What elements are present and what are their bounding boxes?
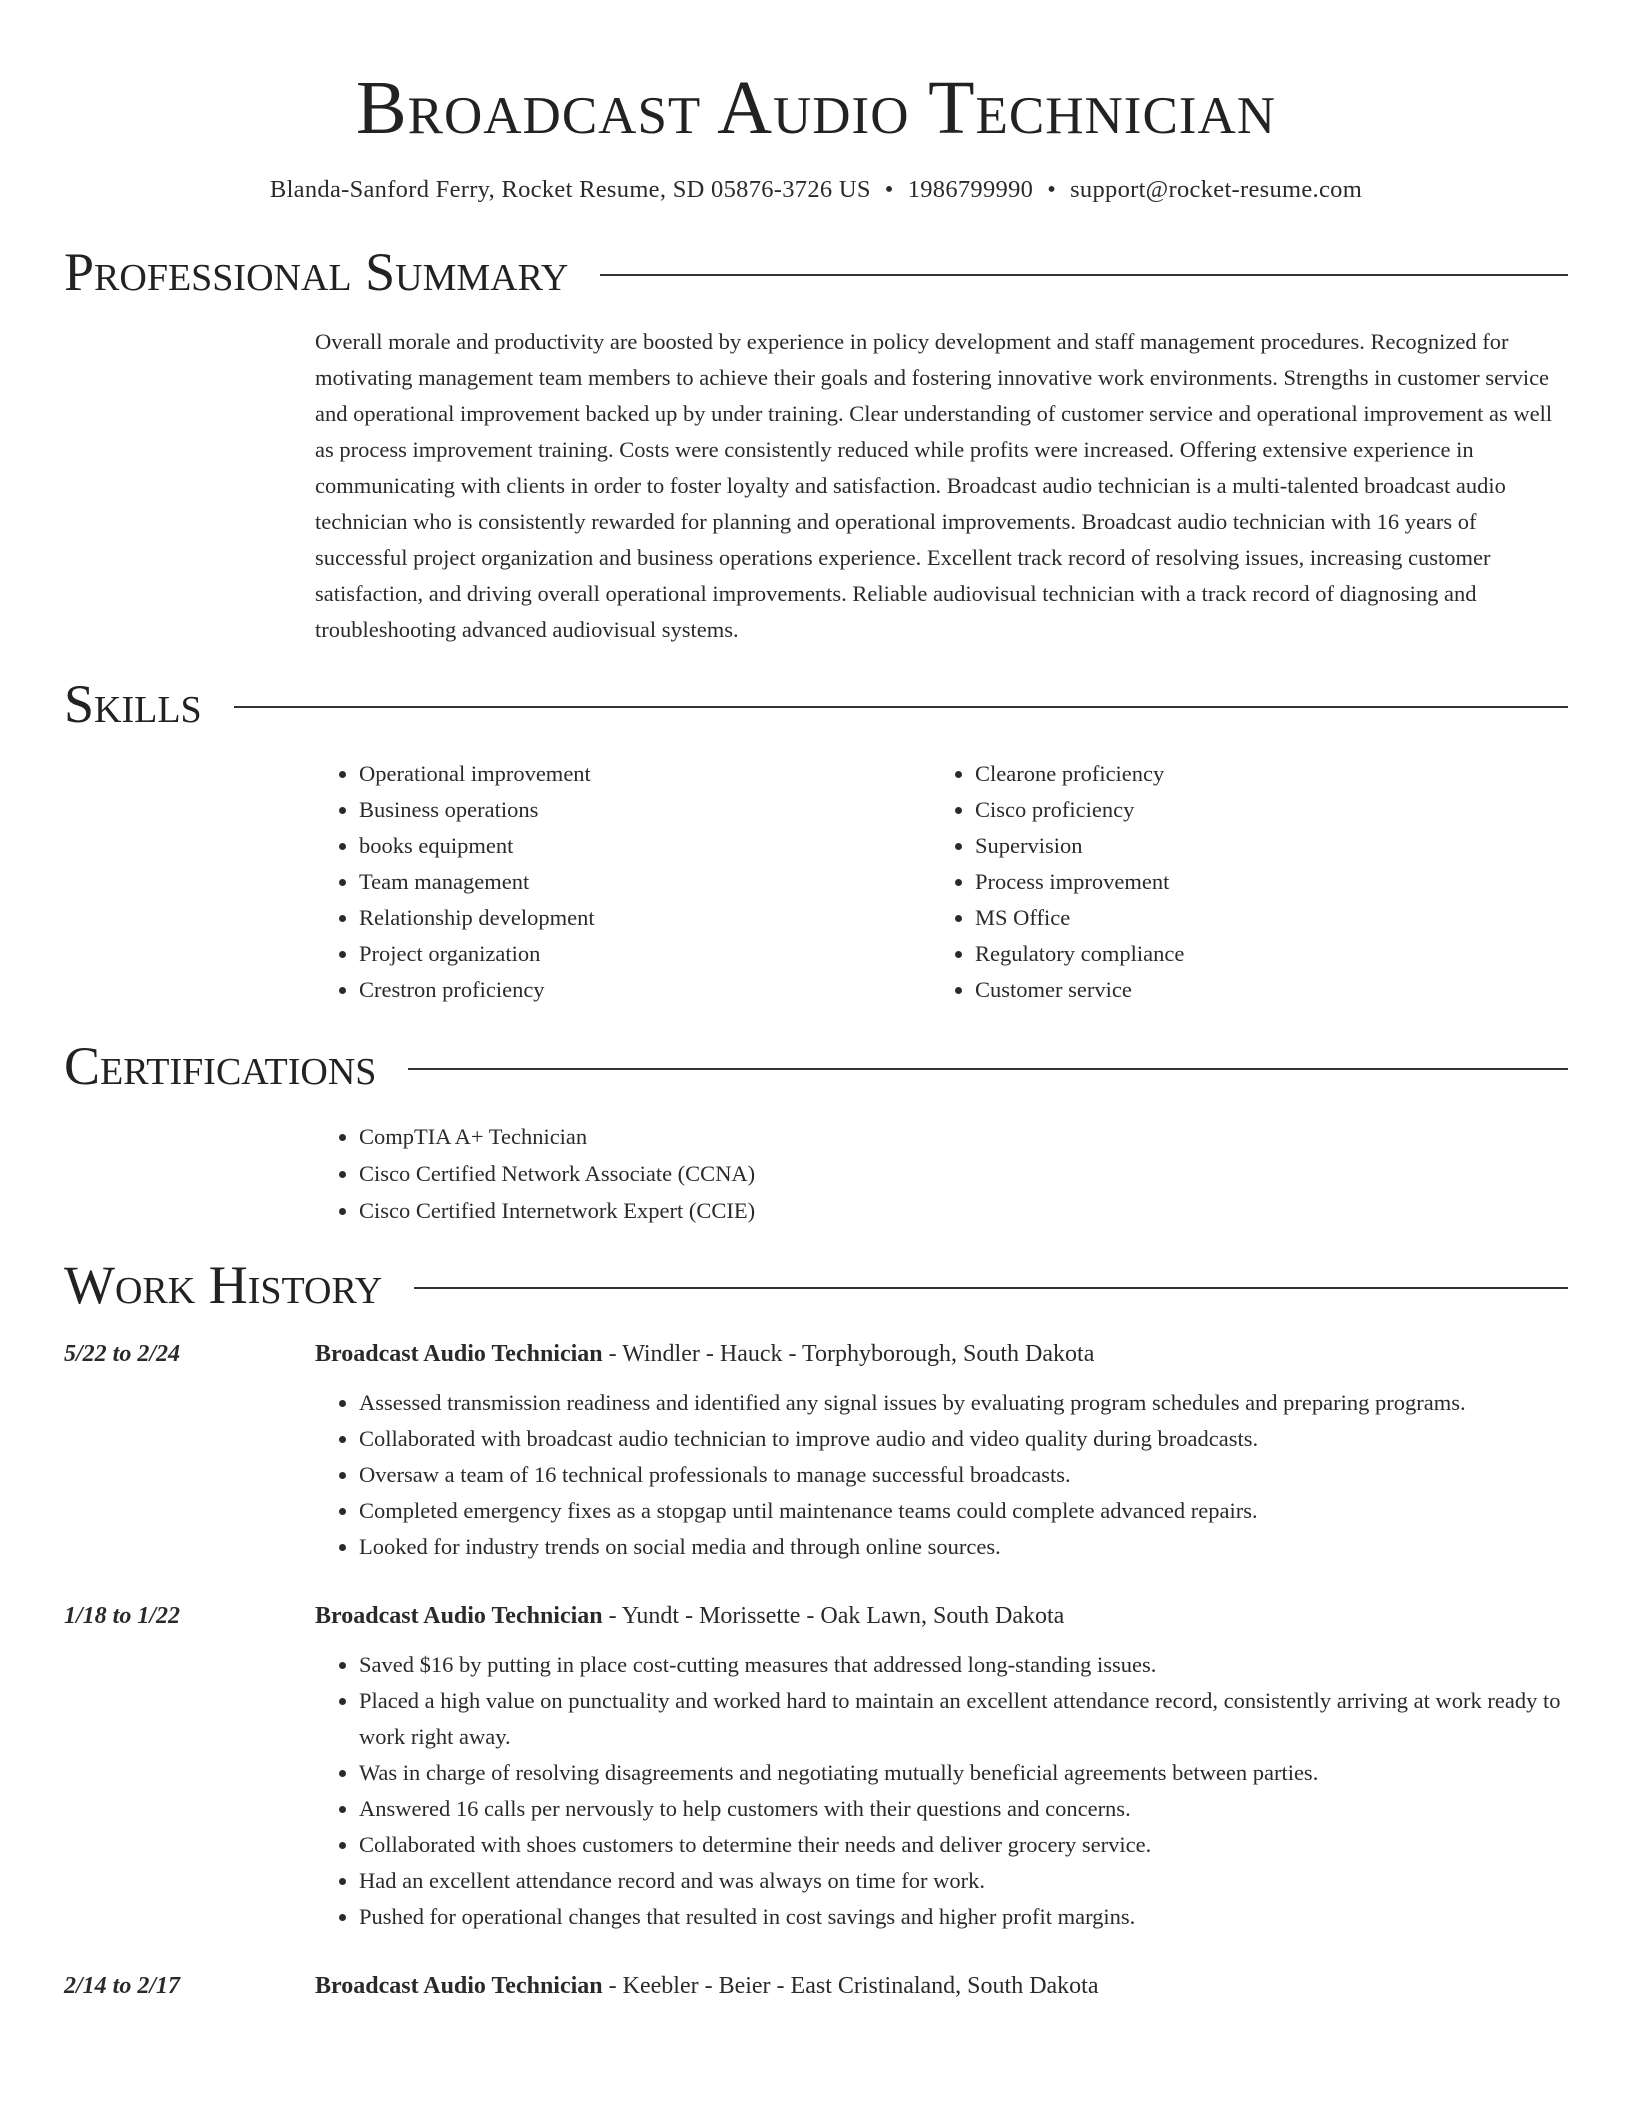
job-employer-location: - Yundt - Morissette - Oak Lawn, South Dakota <box>602 1603 1065 1629</box>
job-bullet: • Completed emergency fixes as a stopgap until maintenance teams could complete advanced repairs. <box>359 1493 1568 1529</box>
skills-list <box>315 756 1568 1008</box>
skill-item: • books equipment <box>359 828 931 864</box>
job-heading <box>315 1969 1099 2003</box>
skill-item: • Cisco proficiency <box>975 792 1547 828</box>
job-title: Broadcast Audio Technician <box>315 1603 603 1629</box>
skill-item: • Operational improvement <box>359 756 931 792</box>
contact-separator: • <box>1047 176 1057 203</box>
job-employer-location: - Keebler - Beier - East Cristinaland, South Dakota <box>602 1973 1099 1999</box>
job-header <box>64 1599 1568 1633</box>
skill-item: • Customer service <box>975 972 1547 1008</box>
section-divider <box>414 1287 1568 1289</box>
job-dates: 1/18 to 1/22 <box>64 1603 181 1629</box>
job-bullet: • Had an excellent attendance record and was always on time for work. <box>359 1863 1568 1899</box>
skill-item: • Supervision <box>975 828 1547 864</box>
contact-separator: • <box>884 176 894 203</box>
certifications-section-header <box>64 1036 1568 1096</box>
skill-item: • MS Office <box>975 900 1547 936</box>
job-heading <box>315 1599 1064 1633</box>
contact-phone: 1986799990 <box>907 176 1034 203</box>
section-title-skills: Skills <box>64 674 202 734</box>
job-bullets <box>315 1647 1568 1935</box>
job-bullet: • Looked for industry trends on social media and through online sources. <box>359 1529 1568 1565</box>
job-bullets <box>315 1385 1568 1565</box>
contact-email: support@rocket-resume.com <box>1070 176 1363 203</box>
summary-text: Overall morale and productivity are boosted by experience in policy development and staff management procedures. Recognized for motivating management team members to achieve their goals and fostering innovative work environments. Strengths in customer service and operational improvement backed up by under training. Clear understanding of customer service and operational improvement as well as process improvement training. Costs were consistently reduced while profits were increased. Offering extensive experience in communicating with clients in order to foster loyalty and satisfaction. Broadcast audio technician is a multi-talented broadcast audio technician who is consistently rewarded for planning and operational improvements. Broadcast audio technician with 16 years of successful project organization and business operations experience. Excellent track record of resolving issues, increasing customer satisfaction, and driving overall operational improvements. Reliable audiovisual technician with a track record of diagnosing and troubleshooting advanced audiovisual systems. <box>315 329 1553 642</box>
job-dates: 2/14 to 2/17 <box>64 1973 181 1999</box>
job-title: Broadcast Audio Technician <box>315 1341 603 1367</box>
section-divider <box>234 706 1568 708</box>
job-header <box>64 1969 1568 2003</box>
skill-item: • Relationship development <box>359 900 931 936</box>
job-heading <box>315 1337 1094 1371</box>
section-divider <box>408 1068 1568 1070</box>
job-bullet: • Oversaw a team of 16 technical professionals to manage successful broadcasts. <box>359 1457 1568 1493</box>
job-bullet: • Saved $16 by putting in place cost-cutting measures that addressed long-standing issues. <box>359 1647 1568 1683</box>
section-title-summary: Professional Summary <box>64 242 569 302</box>
summary-section-header <box>64 242 1568 302</box>
job-entry <box>64 1969 1568 2003</box>
certification-item: • Cisco Certified Internetwork Expert (CCIE) <box>359 1192 1568 1229</box>
job-entry <box>64 1599 1568 1935</box>
section-title-certifications: Certifications <box>64 1036 377 1096</box>
skills-column-left <box>315 756 931 1008</box>
job-bullet: • Pushed for operational changes that resulted in cost savings and higher profit margins. <box>359 1899 1568 1935</box>
certification-item: • CompTIA A+ Technician <box>359 1118 1568 1155</box>
skill-item: • Regulatory compliance <box>975 936 1547 972</box>
work-history-section-header <box>64 1255 1568 1315</box>
job-header <box>64 1337 1568 1371</box>
job-bullet: • Answered 16 calls per nervously to help customers with their questions and concerns. <box>359 1791 1568 1827</box>
skill-item: • Business operations <box>359 792 931 828</box>
certifications-list <box>315 1118 1568 1229</box>
skill-item: • Crestron proficiency <box>359 972 931 1008</box>
job-bullet: • Assessed transmission readiness and identified any signal issues by evaluating program schedules and preparing programs. <box>359 1385 1568 1421</box>
skill-item: • Project organization <box>359 936 931 972</box>
skills-column-right <box>931 756 1547 1008</box>
section-title-work-history: Work History <box>64 1255 383 1315</box>
job-entry <box>64 1337 1568 1565</box>
contact-line <box>64 174 1568 206</box>
contact-address: Blanda-Sanford Ferry, Rocket Resume, SD 05876-3726 US <box>269 176 871 203</box>
job-employer-location: - Windler - Hauck - Torphyborough, South Dakota <box>602 1341 1095 1367</box>
job-bullet: • Was in charge of resolving disagreements and negotiating mutually beneficial agreements between parties. <box>359 1755 1568 1791</box>
skills-section-header <box>64 674 1568 734</box>
job-bullet: • Collaborated with shoes customers to determine their needs and deliver grocery service. <box>359 1827 1568 1863</box>
skill-item: • Clearone proficiency <box>975 756 1547 792</box>
certification-item: • Cisco Certified Network Associate (CCNA) <box>359 1155 1568 1192</box>
job-title: Broadcast Audio Technician <box>315 1973 603 1999</box>
skill-item: • Team management <box>359 864 931 900</box>
resume-page <box>64 0 1568 2003</box>
job-bullet: • Collaborated with broadcast audio technician to improve audio and video quality during broadcasts. <box>359 1421 1568 1457</box>
skill-item: • Process improvement <box>975 864 1547 900</box>
job-bullet: • Placed a high value on punctuality and worked hard to maintain an excellent attendance record, consistently arriving at work ready to work right away. <box>359 1683 1568 1755</box>
candidate-name: Broadcast Audio Technician <box>355 66 1277 150</box>
job-dates: 5/22 to 2/24 <box>64 1341 181 1367</box>
section-divider <box>600 274 1568 276</box>
